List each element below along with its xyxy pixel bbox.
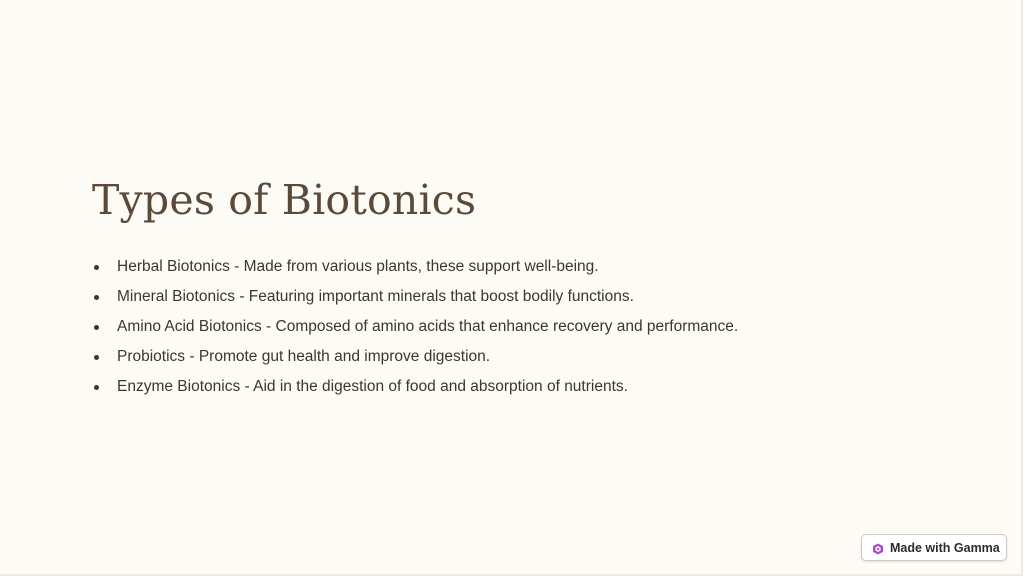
- slide-title: Types of Biotonics: [92, 176, 477, 224]
- bullet-text: Mineral Biotonics - Featuring important minerals that boost bodily functions.: [117, 288, 634, 305]
- bullet-dot-icon: [94, 295, 99, 300]
- gamma-logo-icon: [872, 542, 884, 554]
- bullet-dot-icon: [94, 265, 99, 270]
- bullet-text: Herbal Biotonics - Made from various plants, these support well-being.: [117, 258, 599, 275]
- made-with-gamma-button[interactable]: [861, 534, 1007, 561]
- bullet-dot-icon: [94, 385, 99, 390]
- bullet-text: Amino Acid Biotonics - Composed of amino acids that enhance recovery and performance.: [117, 318, 739, 335]
- made-with-gamma-label: Made with Gamma: [890, 540, 1000, 555]
- bullet-dot-icon: [94, 325, 99, 330]
- bullet-text: Probiotics - Promote gut health and improve digestion.: [117, 348, 491, 365]
- bullet-text: Enzyme Biotonics - Aid in the digestion of food and absorption of nutrients.: [117, 378, 628, 395]
- bullet-dot-icon: [94, 355, 99, 360]
